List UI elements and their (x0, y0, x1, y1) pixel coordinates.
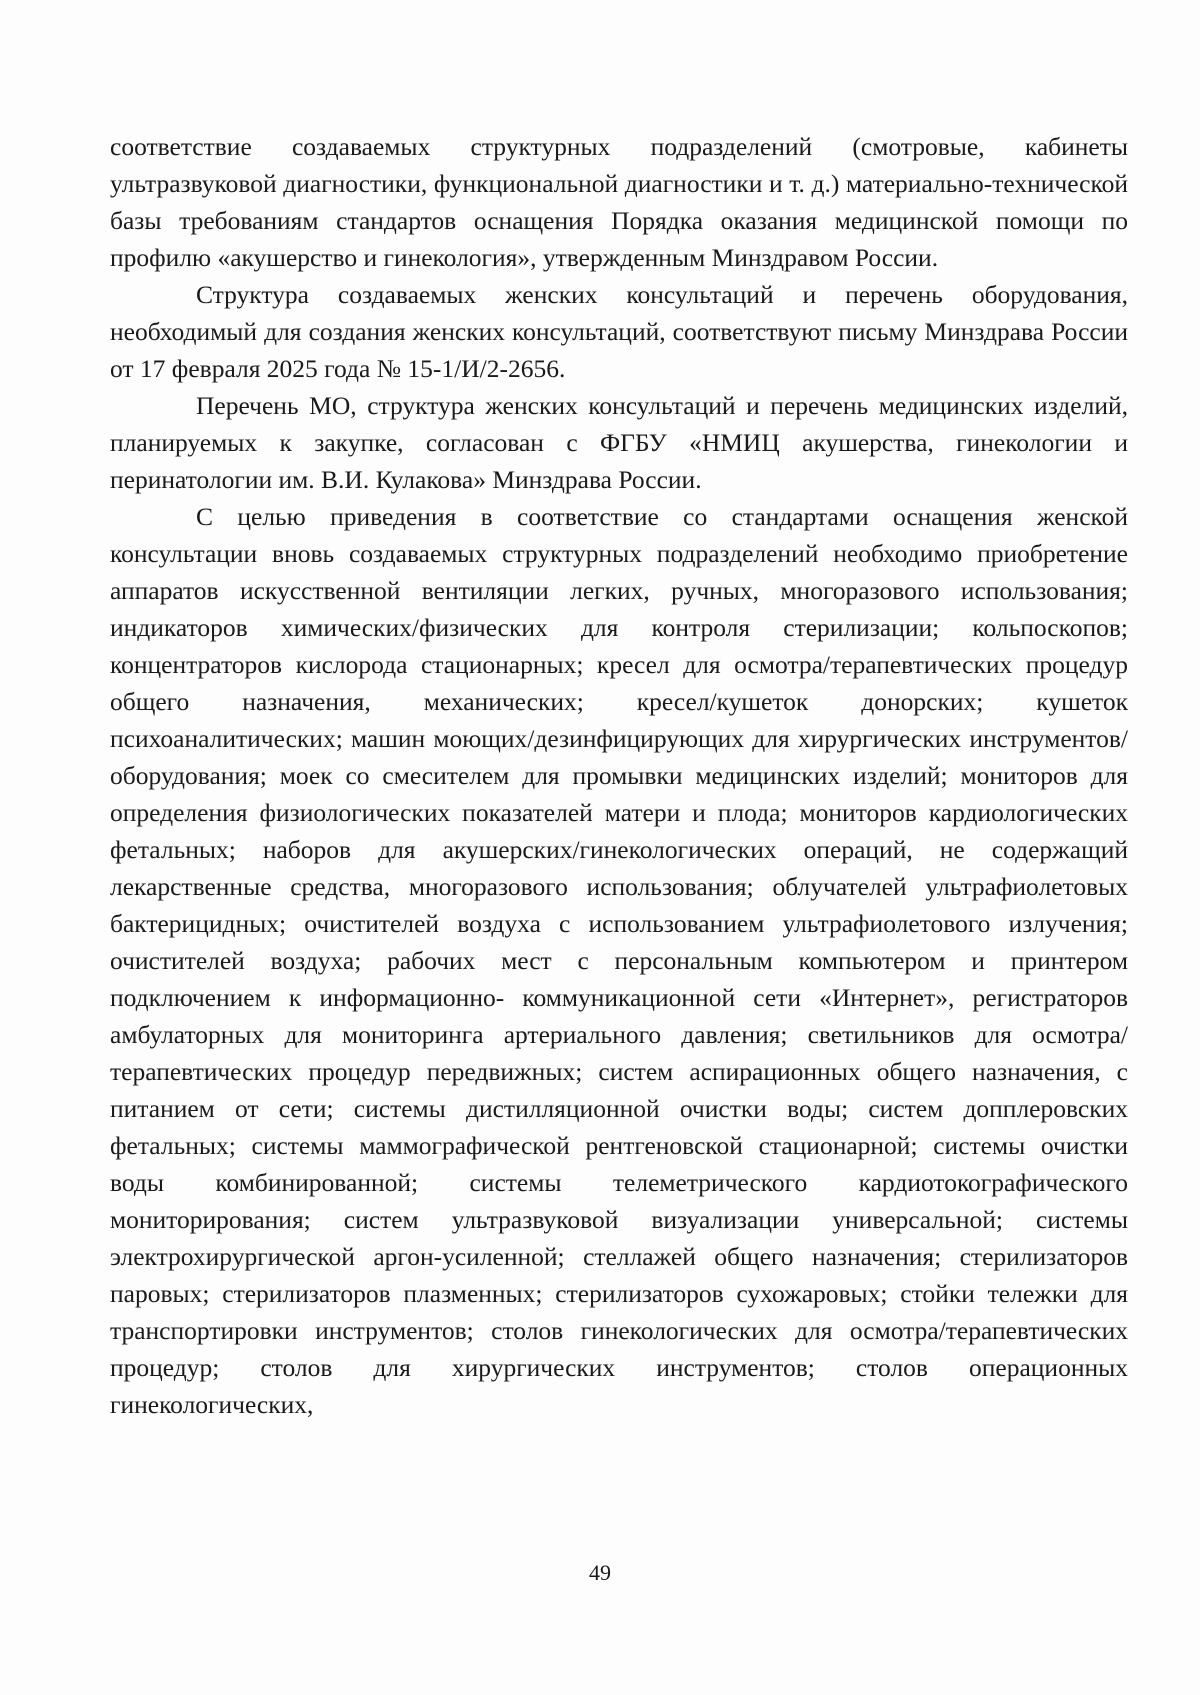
paragraph-structure: Структура создаваемых женских консультаций и перечень оборудования, необходимый для создания женских консультаций, соответствуют письму Минздрава России от 17 февраля 2025 года № 15-1/И/2-2656. (110, 280, 1128, 383)
paragraph-continuation: соответствие создаваемых структурных подразделений (смотровые, кабинеты ультразвуковой диагностики, функциональной диагностики и т. д.) материально-технической базы требованиям стандартов оснащения Порядка оказания медицинской помощи по профилю «акушерство и гинекология», утвержденным Минздравом России. (110, 132, 1128, 272)
page-number: 49 (589, 1560, 611, 1585)
paragraph-approval: Перечень МО, структура женских консультаций и перечень медицинских изделий, планируемых к закупке, согласован с ФГБУ «НМИЦ акушерства, гинекологии и перинатологии им. В.И. Кулакова» Минздрава России. (110, 391, 1128, 494)
document-body (110, 128, 1128, 1423)
paragraph-equipment-list: С целью приведения в соответствие со стандартами оснащения женской консультации вновь создаваемых структурных подразделений необходимо приобретение аппаратов искусственной вентиляции легких, ручных, многоразового использования; индикаторов химических/физических для контроля стерилизации; кольпоскопов; концентраторов кислорода стационарных; кресел для осмотра/терапевтических процедур общего назначения, механических; кресел/кушеток донорских; кушеток психоаналитических; машин моющих/дезинфицирующих для хирургических инструментов/оборудования; моек со смесителем для промывки медицинских изделий; мониторов для определения физиологических показателей матери и плода; мониторов кардиологических фетальных; наборов для акушерских/гинекологических операций, не содержащий лекарственные средства, многоразового использования; облучателей ультрафиолетовых бактерицидных; очистителей воздуха с использованием ультрафиолетового излучения; очистителей воздуха; рабочих мест с персональным компьютером и принтером подключением к информационно- коммуникационной сети «Интернет», регистраторов амбулаторных для мониторинга артериального давления; светильников для осмотра/терапевтических процедур передвижных; систем аспирационных общего назначения, с питанием от сети; системы дистилляционной очистки воды; систем допплеровских фетальных; системы маммографической рентгеновской стационарной; системы очистки воды комбинированной; системы телеметрического кардиотокографического мониторирования; систем ультразвуковой визуализации универсальной; системы электрохирургической аргон-усиленной; стеллажей общего назначения; стерилизаторов паровых; стерилизаторов плазменных; стерилизаторов сухожаровых; стойки тележки для транспортировки инструментов; столов гинекологических для осмотра/терапевтических процедур; столов для хирургических инструментов; столов операционных гинекологических, (110, 502, 1128, 1419)
